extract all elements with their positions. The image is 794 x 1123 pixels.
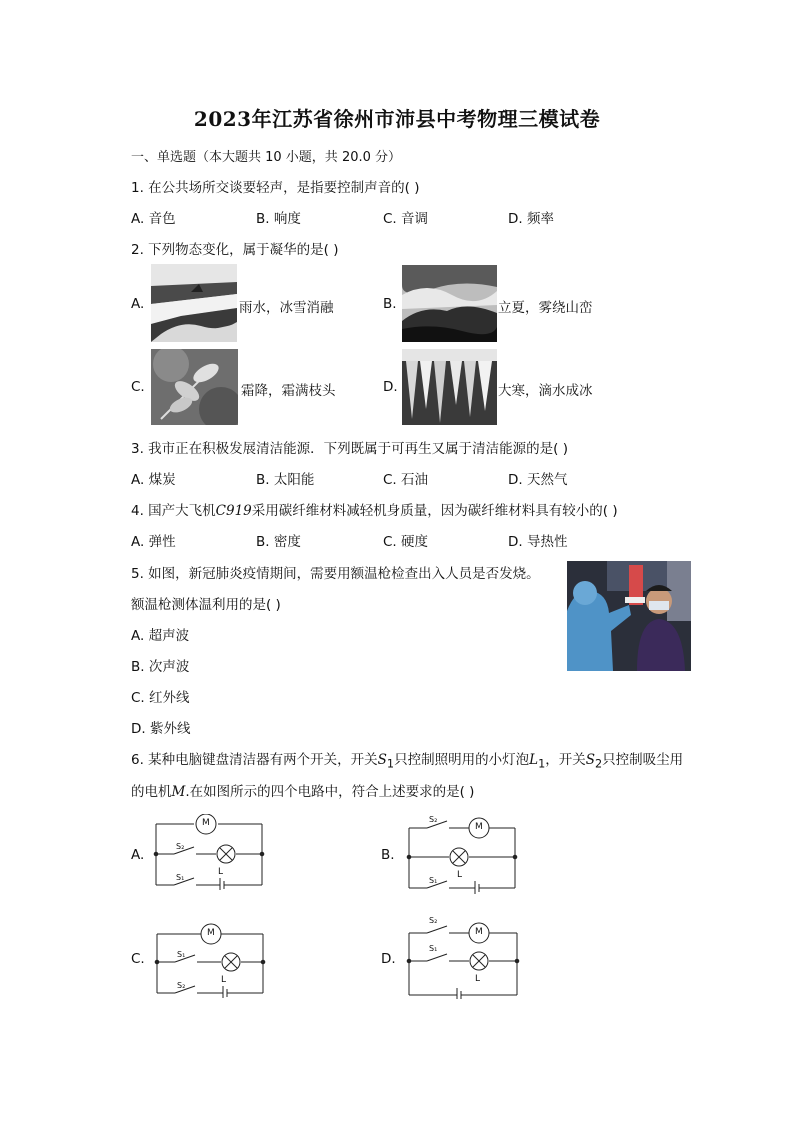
q3-option-a: A. 煤炭 bbox=[131, 472, 176, 488]
circuit-diagram-b bbox=[403, 814, 521, 894]
snow-river-photo bbox=[151, 264, 237, 342]
circuit-a-lamp-label: L bbox=[218, 867, 224, 877]
q5-option-b: B. 次声波 bbox=[131, 659, 190, 675]
q6-option-c: C. bbox=[131, 951, 145, 967]
q6-s1-symbol: S bbox=[377, 752, 387, 768]
section-header: 一、单选题（本大题共 10 小题，共 20.0 分） bbox=[131, 150, 402, 165]
q6-s1-subscript: 1 bbox=[386, 757, 395, 771]
q2-option-a-text: 雨水，冰雪消融 bbox=[239, 300, 334, 316]
question-3-stem: 3. 我市正在积极发展清洁能源．下列既属于可再生又属于清洁能源的是( ) bbox=[131, 441, 568, 457]
question-5-stem-line2: 额温枪测体温利用的是( ) bbox=[131, 597, 281, 613]
q4-stem-end: 采用碳纤维材料减轻机身质量，因为碳纤维材料具有较小的( ) bbox=[251, 503, 618, 519]
q4-option-c: C. 硬度 bbox=[383, 534, 429, 550]
q5-option-d: D. 紫外线 bbox=[131, 721, 191, 737]
page-title: 2023年江苏省徐州市沛县中考物理三模试卷 bbox=[193, 107, 601, 131]
q6-stem-c: ，开关 bbox=[545, 752, 586, 768]
circuit-c-motor-label: M bbox=[207, 928, 215, 938]
circuit-d-motor-label: M bbox=[475, 927, 483, 937]
q6-stem-a: 6. 某种电脑键盘清洁器有两个开关，开关 bbox=[131, 752, 378, 768]
circuit-d-lamp-label: L bbox=[475, 974, 481, 984]
q3-option-d: D. 天然气 bbox=[508, 472, 568, 488]
q6-stem-e: 的电机 bbox=[131, 784, 172, 800]
q3-option-b: B. 太阳能 bbox=[256, 472, 315, 488]
frost-leaves-photo bbox=[151, 349, 238, 425]
temperature-check-photo bbox=[567, 561, 691, 671]
circuit-b-s1-label: S₁ bbox=[429, 876, 438, 885]
circuit-a-motor-label: M bbox=[202, 818, 210, 828]
question-1-stem: 1. 在公共场所交谈要轻声，是指要控制声音的( ) bbox=[131, 180, 420, 196]
q1-option-a: A. 音色 bbox=[131, 211, 176, 227]
q6-s2-symbol: S bbox=[585, 752, 595, 768]
q1-option-b: B. 响度 bbox=[256, 211, 301, 227]
q2-option-a-letter: A. bbox=[131, 296, 145, 312]
question-6-stem-line2 bbox=[131, 780, 474, 800]
q6-stem-d: 只控制吸尘用 bbox=[602, 752, 684, 768]
q4-stem-start: 4. 国产大飞机 bbox=[131, 503, 216, 519]
circuit-b-s2-label: S₂ bbox=[429, 815, 438, 824]
question-2-stem: 2. 下列物态变化，属于凝华的是( ) bbox=[131, 242, 339, 258]
q4-aircraft-name: C919 bbox=[215, 503, 252, 519]
circuit-c-s1-label: S₁ bbox=[177, 950, 186, 959]
q4-option-b: B. 密度 bbox=[256, 534, 301, 550]
circuit-c-lamp-label: L bbox=[221, 975, 227, 985]
q6-option-a: A. bbox=[131, 847, 145, 863]
q5-option-c: C. 红外线 bbox=[131, 690, 190, 706]
q4-option-d: D. 导热性 bbox=[508, 534, 568, 550]
q2-option-d-text: 大寒，滴水成冰 bbox=[498, 383, 593, 399]
circuit-b-motor-label: M bbox=[475, 822, 483, 832]
circuit-c-s2-label: S₂ bbox=[177, 981, 186, 990]
q6-option-d: D. bbox=[381, 951, 396, 967]
q6-s2-subscript: 2 bbox=[594, 757, 603, 771]
q2-option-d-letter: D. bbox=[383, 379, 398, 395]
circuit-b-lamp-label: L bbox=[457, 870, 463, 880]
circuit-diagram-a bbox=[150, 814, 268, 890]
circuit-diagram-d bbox=[403, 913, 523, 999]
q2-option-c-text: 霜降，霜满枝头 bbox=[241, 383, 336, 399]
mist-mountain-photo bbox=[402, 265, 497, 342]
q2-option-b-text: 立夏，雾绕山峦 bbox=[498, 300, 593, 316]
question-6-stem-line1 bbox=[131, 748, 683, 771]
q2-option-b-letter: B. bbox=[383, 296, 397, 312]
circuit-a-s1-label: S₁ bbox=[176, 873, 185, 882]
q3-option-c: C. 石油 bbox=[383, 472, 429, 488]
q5-option-a: A. 超声波 bbox=[131, 628, 190, 644]
circuit-a-s2-label: S₂ bbox=[176, 842, 185, 851]
question-5-stem-line1: 5. 如图，新冠肺炎疫情期间，需要用额温枪检查出入人员是否发烧。 bbox=[131, 566, 540, 582]
icicles-photo bbox=[402, 349, 497, 425]
circuit-diagram-c bbox=[151, 918, 269, 998]
q6-stem-b: 只控制照明用的小灯泡 bbox=[394, 752, 530, 768]
circuit-d-s2-label: S₂ bbox=[429, 916, 438, 925]
q6-l1-symbol: L bbox=[529, 752, 539, 768]
question-4-stem bbox=[131, 499, 618, 519]
q1-option-d: D. 频率 bbox=[508, 211, 554, 227]
q6-stem-f: .在如图所示的四个电路中，符合上述要求的是( ) bbox=[185, 784, 475, 800]
q6-l1-subscript: 1 bbox=[538, 757, 546, 771]
q1-option-c: C. 音调 bbox=[383, 211, 429, 227]
q4-option-a: A. 弹性 bbox=[131, 534, 176, 550]
q6-option-b: B. bbox=[381, 847, 395, 863]
circuit-d-s1-label: S₁ bbox=[429, 944, 438, 953]
q2-option-c-letter: C. bbox=[131, 379, 145, 395]
q6-motor-symbol: M bbox=[171, 784, 186, 800]
